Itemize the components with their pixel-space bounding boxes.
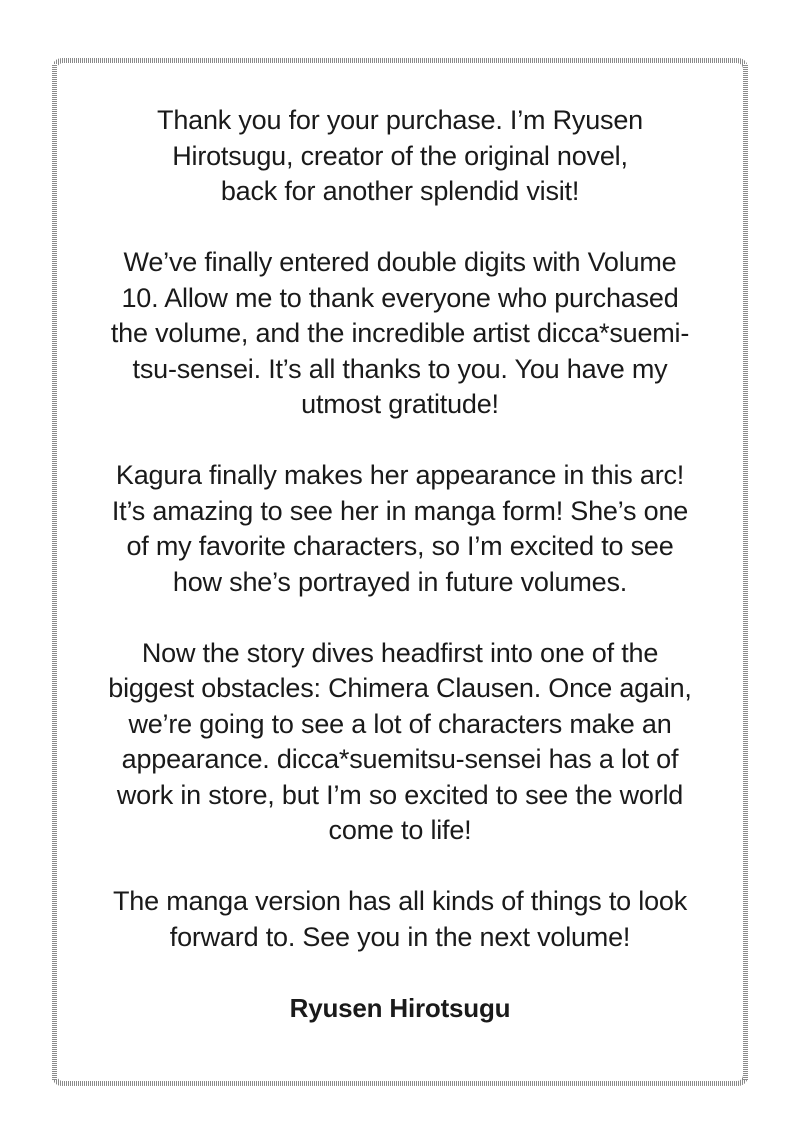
paragraph-1-line-3: back for another splendid visit! <box>220 176 580 206</box>
paragraph-4-line-3: we’re going to see a lot of characters make an <box>128 708 672 739</box>
paragraph-2-line-1: We’ve finally entered double digits with Volume <box>123 247 677 277</box>
paragraph-4-line-2: biggest obstacles: Chimera Clausen. Once again, <box>108 673 692 703</box>
paragraph-3-line-3: of my favorite characters, so I’m excited to see <box>126 531 674 561</box>
paragraph-1-line-1: Thank you for your purchase. I’m Ryusen <box>157 105 643 135</box>
paragraph-3 <box>87 458 713 600</box>
paragraph-1-line-2: Hirotsugu, creator of the original novel, <box>172 140 628 171</box>
frame-edge-right <box>743 64 748 1080</box>
paragraph-4 <box>87 636 713 849</box>
paragraph-2 <box>87 245 713 423</box>
paragraph-2-line-3: the volume, and the incredible artist dicca*suemi- <box>110 318 690 348</box>
paragraph-2-line-4: tsu-sensei. It’s all thanks to you. You have my <box>132 353 668 384</box>
afterword-text <box>57 103 743 1062</box>
paragraph-1 <box>87 103 713 210</box>
afterword-frame <box>52 58 748 1086</box>
paragraph-4-line-5: work in store, but I’m so excited to see the world <box>116 779 684 810</box>
afterword-panel <box>57 63 743 1081</box>
paragraph-4-line-1: Now the story dives headfirst into one of the <box>141 637 659 668</box>
paragraph-5-line-2: forward to. See you in the next volume! <box>169 921 631 952</box>
paragraph-5 <box>87 884 713 955</box>
paragraph-2-line-2: 10. Allow me to thank everyone who purchased <box>121 282 679 313</box>
paragraph-3-line-2: It’s amazing to see her in manga form! She’s one <box>111 495 689 526</box>
paragraph-2-line-5: utmost gratitude! <box>301 389 499 419</box>
paragraph-5-line-1: The manga version has all kinds of things to look <box>112 886 688 916</box>
paragraph-3-line-1: Kagura finally makes her appearance in this arc! <box>115 460 685 490</box>
paragraph-4-line-6: come to life! <box>328 815 472 845</box>
author-signature: Ryusen Hirotsugu <box>289 992 511 1023</box>
paragraph-3-line-4: how she’s portrayed in future volumes. <box>172 566 628 597</box>
paragraph-4-line-4: appearance. dicca*suemitsu-sensei has a lot of <box>121 744 679 774</box>
